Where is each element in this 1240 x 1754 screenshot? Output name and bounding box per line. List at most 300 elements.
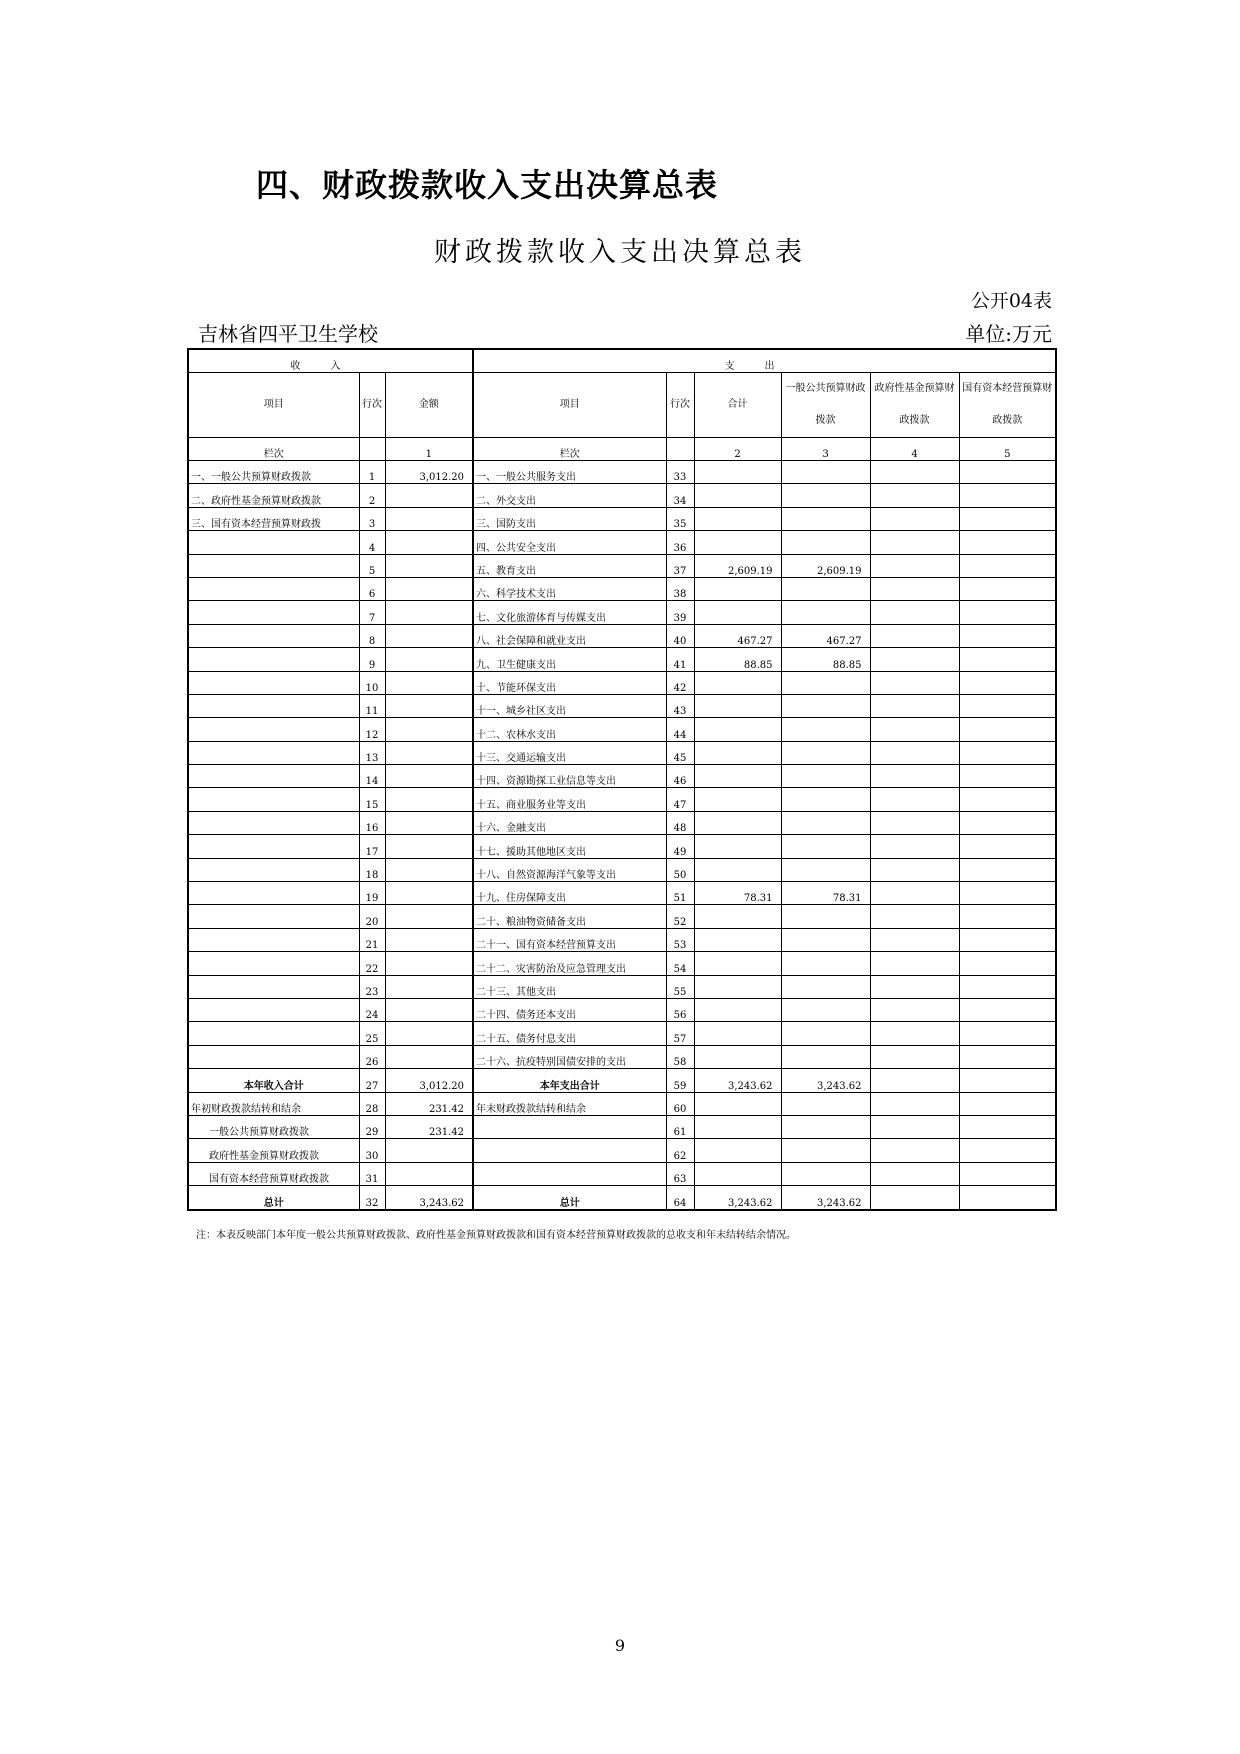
expense-state-capital-cell xyxy=(959,975,1056,998)
income-amount-cell xyxy=(385,811,473,834)
income-row-no-cell: 2 xyxy=(359,484,385,507)
expense-fund-cell xyxy=(870,835,959,858)
expense-item-cell: 本年支出合计 xyxy=(473,1069,666,1092)
expense-state-capital-cell xyxy=(959,718,1056,741)
income-row-no-cell: 29 xyxy=(359,1115,385,1138)
expense-item-cell xyxy=(473,1162,666,1185)
index-col-3: 3 xyxy=(781,438,870,461)
expense-item-cell: 五、教育支出 xyxy=(473,554,666,577)
expense-fund-cell xyxy=(870,577,959,600)
expense-fund-cell xyxy=(870,1069,959,1092)
expense-general-cell xyxy=(781,718,870,741)
expense-row-no-cell: 38 xyxy=(666,577,694,600)
income-amount-cell xyxy=(385,1045,473,1068)
expense-fund-cell xyxy=(870,1186,959,1210)
income-amount-cell: 3,012.20 xyxy=(385,461,473,484)
expense-general-cell xyxy=(781,1092,870,1115)
expense-general-cell xyxy=(781,484,870,507)
income-item-cell: 政府性基金预算财政拨款 xyxy=(188,1139,359,1162)
index-expense-label: 栏次 xyxy=(473,438,666,461)
income-item-cell: 二、政府性基金预算财政拨款 xyxy=(188,484,359,507)
expense-item-cell: 六、科学技术支出 xyxy=(473,577,666,600)
income-row-no-cell: 4 xyxy=(359,531,385,554)
budget-table xyxy=(187,348,1057,1211)
expense-general-cell xyxy=(781,788,870,811)
expense-total-cell xyxy=(694,928,781,951)
income-row-no-cell: 19 xyxy=(359,882,385,905)
income-amount-cell xyxy=(385,928,473,951)
expense-state-capital-cell xyxy=(959,1186,1056,1210)
expense-state-capital-cell xyxy=(959,461,1056,484)
income-item-cell: 本年收入合计 xyxy=(188,1069,359,1092)
expense-total-cell xyxy=(694,1045,781,1068)
income-row-no-cell: 17 xyxy=(359,835,385,858)
income-amount-cell xyxy=(385,507,473,530)
expense-fund-cell xyxy=(870,1045,959,1068)
income-row-no-cell: 7 xyxy=(359,601,385,624)
income-amount-cell xyxy=(385,624,473,647)
expense-total-cell xyxy=(694,905,781,928)
expense-general-cell: 3,243.62 xyxy=(781,1186,870,1210)
income-row-no-cell: 9 xyxy=(359,648,385,671)
expense-row-no-cell: 49 xyxy=(666,835,694,858)
income-item-cell xyxy=(188,788,359,811)
expense-state-capital-cell xyxy=(959,648,1056,671)
income-row-no-cell: 28 xyxy=(359,1092,385,1115)
income-row-no-cell: 8 xyxy=(359,624,385,647)
expense-state-capital-cell xyxy=(959,835,1056,858)
expense-state-capital-cell xyxy=(959,741,1056,764)
index-col-4: 4 xyxy=(870,438,959,461)
income-row-no-cell: 23 xyxy=(359,975,385,998)
income-amount-cell xyxy=(385,1022,473,1045)
expense-row-no-cell: 40 xyxy=(666,624,694,647)
expense-item-cell: 一、一般公共服务支出 xyxy=(473,461,666,484)
table-row xyxy=(188,1022,1056,1045)
expense-general-cell xyxy=(781,507,870,530)
table-note: 注：本表反映部门本年度一般公共预算财政拨款、政府性基金预算财政拨款和国有资本经营预算财政拨款的总收支和年末结转结余情况。 xyxy=(196,1230,796,1241)
expense-fund-cell xyxy=(870,811,959,834)
expense-row-no-cell: 54 xyxy=(666,952,694,975)
expense-fund-cell xyxy=(870,882,959,905)
table-row xyxy=(188,554,1056,577)
expense-fund-cell xyxy=(870,905,959,928)
expense-total-cell xyxy=(694,998,781,1021)
expense-total-cell xyxy=(694,975,781,998)
expense-general-cell: 467.27 xyxy=(781,624,870,647)
header-expense-row-no: 行次 xyxy=(666,373,694,438)
table-row xyxy=(188,882,1056,905)
expense-fund-cell xyxy=(870,975,959,998)
expense-item-cell: 九、卫生健康支出 xyxy=(473,648,666,671)
income-item-cell xyxy=(188,928,359,951)
expense-item-cell: 十三、交通运输支出 xyxy=(473,741,666,764)
expense-general-cell xyxy=(781,671,870,694)
expense-item-cell: 十八、自然资源海洋气象等支出 xyxy=(473,858,666,881)
form-number: 公开04表 xyxy=(970,290,1052,312)
expense-general-cell: 2,609.19 xyxy=(781,554,870,577)
expense-total-cell xyxy=(694,671,781,694)
expense-state-capital-cell xyxy=(959,1139,1056,1162)
expense-total-cell: 467.27 xyxy=(694,624,781,647)
expense-fund-cell xyxy=(870,484,959,507)
expense-fund-cell xyxy=(870,765,959,788)
income-item-cell xyxy=(188,624,359,647)
expense-total-cell xyxy=(694,741,781,764)
expense-item-cell xyxy=(473,1115,666,1138)
income-amount-cell xyxy=(385,1139,473,1162)
expense-row-no-cell: 60 xyxy=(666,1092,694,1115)
table-row xyxy=(188,601,1056,624)
income-amount-cell xyxy=(385,694,473,717)
expense-item-cell: 十七、援助其他地区支出 xyxy=(473,835,666,858)
expense-general-cell xyxy=(781,1022,870,1045)
expense-state-capital-cell xyxy=(959,811,1056,834)
expense-fund-cell xyxy=(870,461,959,484)
table-row xyxy=(188,648,1056,671)
expense-general-cell xyxy=(781,741,870,764)
income-item-cell: 一般公共预算财政拨款 xyxy=(188,1115,359,1138)
income-row-no-cell: 18 xyxy=(359,858,385,881)
expense-item-cell: 二十四、债务还本支出 xyxy=(473,998,666,1021)
expense-state-capital-cell xyxy=(959,577,1056,600)
header-total: 合计 xyxy=(694,373,781,438)
income-row-no-cell: 1 xyxy=(359,461,385,484)
expense-total-cell xyxy=(694,694,781,717)
income-item-cell: 国有资本经营预算财政拨款 xyxy=(188,1162,359,1185)
income-amount-cell xyxy=(385,952,473,975)
expense-total-cell xyxy=(694,461,781,484)
income-amount-cell xyxy=(385,975,473,998)
expense-state-capital-cell xyxy=(959,1045,1056,1068)
header-expense-item: 项目 xyxy=(473,373,666,438)
expense-fund-cell xyxy=(870,1139,959,1162)
income-amount-cell: 3,243.62 xyxy=(385,1186,473,1210)
expense-total-cell xyxy=(694,811,781,834)
expense-item-cell: 八、社会保障和就业支出 xyxy=(473,624,666,647)
expense-fund-cell xyxy=(870,671,959,694)
expense-row-no-cell: 56 xyxy=(666,998,694,1021)
expense-total-cell xyxy=(694,577,781,600)
expense-total-cell xyxy=(694,788,781,811)
expense-fund-cell xyxy=(870,694,959,717)
expense-total-cell: 78.31 xyxy=(694,882,781,905)
income-amount-cell xyxy=(385,765,473,788)
expense-row-no-cell: 58 xyxy=(666,1045,694,1068)
expense-group-header: 支出 xyxy=(473,349,1056,373)
expense-fund-cell xyxy=(870,601,959,624)
expense-state-capital-cell xyxy=(959,905,1056,928)
expense-general-cell xyxy=(781,765,870,788)
income-row-no-cell: 11 xyxy=(359,694,385,717)
income-item-cell xyxy=(188,671,359,694)
income-item-cell xyxy=(188,1045,359,1068)
expense-row-no-cell: 52 xyxy=(666,905,694,928)
income-item-cell xyxy=(188,998,359,1021)
income-item-cell xyxy=(188,882,359,905)
index-empty xyxy=(359,438,385,461)
table-title: 财政拨款收入支出决算总表 xyxy=(434,237,806,268)
income-row-no-cell: 14 xyxy=(359,765,385,788)
expense-row-no-cell: 36 xyxy=(666,531,694,554)
index-empty xyxy=(666,438,694,461)
income-row-no-cell: 13 xyxy=(359,741,385,764)
expense-row-no-cell: 53 xyxy=(666,928,694,951)
table-row xyxy=(188,835,1056,858)
expense-fund-cell xyxy=(870,1162,959,1185)
expense-fund-cell xyxy=(870,788,959,811)
expense-row-no-cell: 48 xyxy=(666,811,694,834)
table-row xyxy=(188,975,1056,998)
header-row-no: 行次 xyxy=(359,373,385,438)
income-amount-cell xyxy=(385,648,473,671)
expense-total-cell xyxy=(694,952,781,975)
expense-total-cell: 2,609.19 xyxy=(694,554,781,577)
expense-item-cell: 十、节能环保支出 xyxy=(473,671,666,694)
expense-item-cell: 年末财政拨款结转和结余 xyxy=(473,1092,666,1115)
expense-general-cell: 78.31 xyxy=(781,882,870,905)
income-row-no-cell: 24 xyxy=(359,998,385,1021)
expense-row-no-cell: 34 xyxy=(666,484,694,507)
income-item-cell xyxy=(188,531,359,554)
expense-total-cell xyxy=(694,765,781,788)
expense-general-cell xyxy=(781,461,870,484)
expense-row-no-cell: 51 xyxy=(666,882,694,905)
income-row-no-cell: 20 xyxy=(359,905,385,928)
income-amount-cell xyxy=(385,601,473,624)
expense-item-cell: 十五、商业服务业等支出 xyxy=(473,788,666,811)
expense-fund-cell xyxy=(870,1115,959,1138)
table-row xyxy=(188,1045,1056,1068)
expense-general-cell xyxy=(781,1139,870,1162)
group-header-row xyxy=(188,349,1056,373)
expense-general-cell xyxy=(781,858,870,881)
index-col-2: 2 xyxy=(694,438,781,461)
expense-general-cell xyxy=(781,975,870,998)
expense-state-capital-cell xyxy=(959,624,1056,647)
income-item-cell: 年初财政拨款结转和结余 xyxy=(188,1092,359,1115)
table-row xyxy=(188,461,1056,484)
income-item-cell xyxy=(188,811,359,834)
income-item-cell: 三、国有资本经营预算财政拨 xyxy=(188,507,359,530)
header-general-budget: 一般公共预算财政拨款 xyxy=(781,373,870,438)
expense-fund-cell xyxy=(870,648,959,671)
header-amount: 金额 xyxy=(385,373,473,438)
income-group-header: 收入 xyxy=(188,349,473,373)
expense-row-no-cell: 37 xyxy=(666,554,694,577)
income-amount-cell xyxy=(385,858,473,881)
carry-row xyxy=(188,1139,1056,1162)
expense-general-cell xyxy=(781,1045,870,1068)
income-amount-cell xyxy=(385,788,473,811)
expense-row-no-cell: 42 xyxy=(666,671,694,694)
expense-fund-cell xyxy=(870,858,959,881)
expense-state-capital-cell xyxy=(959,765,1056,788)
expense-general-cell xyxy=(781,928,870,951)
income-item-cell: 总计 xyxy=(188,1186,359,1210)
income-row-no-cell: 25 xyxy=(359,1022,385,1045)
expense-item-cell: 十六、金融支出 xyxy=(473,811,666,834)
income-row-no-cell: 30 xyxy=(359,1139,385,1162)
expense-row-no-cell: 57 xyxy=(666,1022,694,1045)
expense-total-cell xyxy=(694,835,781,858)
expense-fund-cell xyxy=(870,531,959,554)
table-row xyxy=(188,507,1056,530)
expense-fund-cell xyxy=(870,507,959,530)
expense-item-cell: 十一、城乡社区支出 xyxy=(473,694,666,717)
expense-state-capital-cell xyxy=(959,952,1056,975)
organization-name: 吉林省四平卫生学校 xyxy=(198,322,378,346)
expense-total-cell xyxy=(694,718,781,741)
expense-state-capital-cell xyxy=(959,1092,1056,1115)
expense-item-cell: 十九、住房保障支出 xyxy=(473,882,666,905)
expense-fund-cell xyxy=(870,624,959,647)
income-amount-cell: 3,012.20 xyxy=(385,1069,473,1092)
expense-general-cell xyxy=(781,811,870,834)
income-item-cell xyxy=(188,601,359,624)
expense-general-cell: 88.85 xyxy=(781,648,870,671)
income-amount-cell: 231.42 xyxy=(385,1092,473,1115)
income-amount-cell xyxy=(385,554,473,577)
page-number: 9 xyxy=(614,1636,626,1655)
expense-state-capital-cell xyxy=(959,928,1056,951)
expense-total-cell xyxy=(694,1092,781,1115)
expense-state-capital-cell xyxy=(959,484,1056,507)
table-row xyxy=(188,741,1056,764)
expense-state-capital-cell xyxy=(959,1115,1056,1138)
expense-row-no-cell: 39 xyxy=(666,601,694,624)
expense-general-cell xyxy=(781,694,870,717)
table-row xyxy=(188,718,1056,741)
table-row xyxy=(188,858,1056,881)
expense-row-no-cell: 41 xyxy=(666,648,694,671)
expense-fund-cell xyxy=(870,1022,959,1045)
expense-general-cell xyxy=(781,1115,870,1138)
expense-total-cell xyxy=(694,858,781,881)
income-row-no-cell: 16 xyxy=(359,811,385,834)
expense-row-no-cell: 33 xyxy=(666,461,694,484)
table-row xyxy=(188,694,1056,717)
expense-item-cell: 二十、粮油物资储备支出 xyxy=(473,905,666,928)
expense-state-capital-cell xyxy=(959,1162,1056,1185)
expense-item-cell: 二十一、国有资本经营预算支出 xyxy=(473,928,666,951)
income-amount-cell xyxy=(385,741,473,764)
income-item-cell xyxy=(188,975,359,998)
income-row-no-cell: 21 xyxy=(359,928,385,951)
carry-row xyxy=(188,1092,1056,1115)
income-row-no-cell: 27 xyxy=(359,1069,385,1092)
table-row xyxy=(188,905,1056,928)
table-row xyxy=(188,788,1056,811)
table-row xyxy=(188,671,1056,694)
expense-state-capital-cell xyxy=(959,1069,1056,1092)
expense-general-cell xyxy=(781,905,870,928)
income-amount-cell xyxy=(385,577,473,600)
expense-state-capital-cell xyxy=(959,601,1056,624)
section-title: 四、财政拨款收入支出决算总表 xyxy=(256,166,719,204)
income-item-cell: 一、一般公共预算财政拨款 xyxy=(188,461,359,484)
expense-total-cell xyxy=(694,601,781,624)
income-amount-cell xyxy=(385,671,473,694)
expense-state-capital-cell xyxy=(959,998,1056,1021)
expense-item-cell: 十四、资源勘探工业信息等支出 xyxy=(473,765,666,788)
expense-fund-cell xyxy=(870,718,959,741)
unit-label: 单位:万元 xyxy=(965,322,1052,346)
table-row xyxy=(188,577,1056,600)
expense-item-cell: 十二、农林水支出 xyxy=(473,718,666,741)
table-row xyxy=(188,811,1056,834)
expense-row-no-cell: 35 xyxy=(666,507,694,530)
expense-row-no-cell: 43 xyxy=(666,694,694,717)
expense-total-cell: 3,243.62 xyxy=(694,1186,781,1210)
expense-state-capital-cell xyxy=(959,554,1056,577)
index-col-5: 5 xyxy=(959,438,1056,461)
expense-state-capital-cell xyxy=(959,694,1056,717)
expense-general-cell xyxy=(781,601,870,624)
income-amount-cell xyxy=(385,905,473,928)
income-amount-cell xyxy=(385,531,473,554)
table-row xyxy=(188,531,1056,554)
income-amount-cell: 231.42 xyxy=(385,1115,473,1138)
table-row xyxy=(188,952,1056,975)
income-row-no-cell: 12 xyxy=(359,718,385,741)
expense-general-cell xyxy=(781,577,870,600)
expense-general-cell: 3,243.62 xyxy=(781,1069,870,1092)
expense-item-cell: 二十五、债务付息支出 xyxy=(473,1022,666,1045)
expense-total-cell xyxy=(694,1139,781,1162)
expense-state-capital-cell xyxy=(959,858,1056,881)
expense-item-cell: 三、国防支出 xyxy=(473,507,666,530)
income-item-cell xyxy=(188,1022,359,1045)
expense-state-capital-cell xyxy=(959,882,1056,905)
expense-row-no-cell: 46 xyxy=(666,765,694,788)
header-fund-budget: 政府性基金预算财政拨款 xyxy=(870,373,959,438)
income-amount-cell xyxy=(385,882,473,905)
income-amount-cell xyxy=(385,835,473,858)
income-item-cell xyxy=(188,905,359,928)
expense-total-cell: 3,243.62 xyxy=(694,1069,781,1092)
table-row xyxy=(188,484,1056,507)
income-item-cell xyxy=(188,577,359,600)
expense-total-cell xyxy=(694,1022,781,1045)
expense-total-cell: 88.85 xyxy=(694,648,781,671)
income-item-cell xyxy=(188,858,359,881)
expense-item-cell: 四、公共安全支出 xyxy=(473,531,666,554)
expense-row-no-cell: 61 xyxy=(666,1115,694,1138)
expense-state-capital-cell xyxy=(959,507,1056,530)
expense-row-no-cell: 62 xyxy=(666,1139,694,1162)
expense-row-no-cell: 63 xyxy=(666,1162,694,1185)
index-col-1: 1 xyxy=(385,438,473,461)
expense-general-cell xyxy=(781,531,870,554)
expense-total-cell xyxy=(694,531,781,554)
income-item-cell xyxy=(188,952,359,975)
income-item-cell xyxy=(188,835,359,858)
expense-item-cell xyxy=(473,1139,666,1162)
header-item: 项目 xyxy=(188,373,359,438)
expense-fund-cell xyxy=(870,928,959,951)
income-row-no-cell: 6 xyxy=(359,577,385,600)
expense-general-cell xyxy=(781,835,870,858)
income-row-no-cell: 10 xyxy=(359,671,385,694)
income-item-cell xyxy=(188,694,359,717)
expense-fund-cell xyxy=(870,998,959,1021)
carry-row xyxy=(188,1115,1056,1138)
expense-fund-cell xyxy=(870,554,959,577)
income-row-no-cell: 32 xyxy=(359,1186,385,1210)
column-header-row xyxy=(188,373,1056,438)
income-row-no-cell: 22 xyxy=(359,952,385,975)
